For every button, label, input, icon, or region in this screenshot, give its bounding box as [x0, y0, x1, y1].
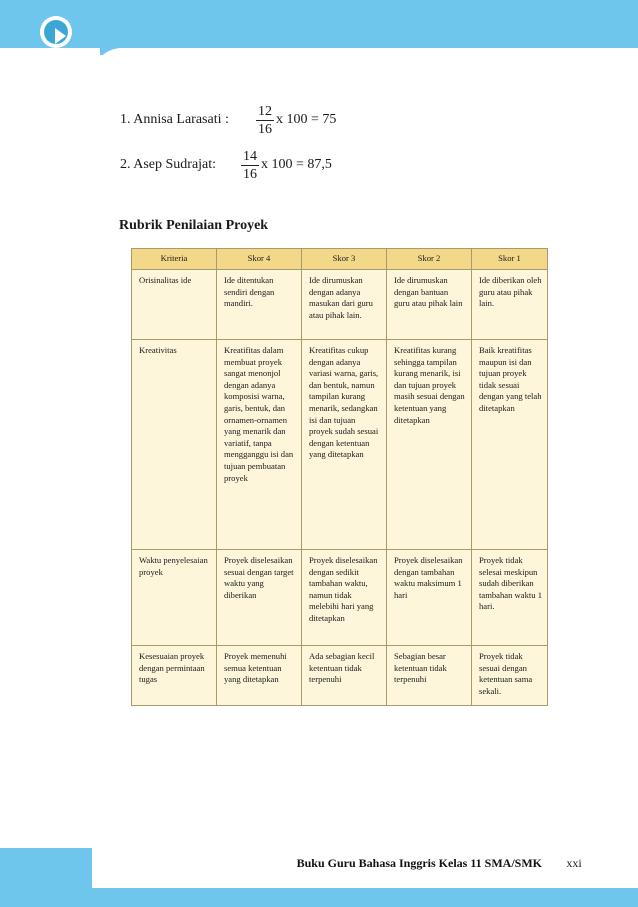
table-cell: Proyek tidak sesuai dengan ketentuan sama sekali.: [472, 646, 548, 706]
table-cell: Proyek diselesaikan dengan tambahan waktu maksimum 1 hari: [387, 550, 472, 646]
formula-1-denominator: 16: [258, 122, 272, 137]
table-cell: Orisinalitas ide: [132, 270, 217, 340]
table-cell: Ide dirumuskan dengan adanya masukan dari guru atau pihak lain.: [302, 270, 387, 340]
section-title: Rubrik Penilaian Proyek: [119, 218, 269, 233]
header-skor-4: Skor 4: [217, 249, 302, 270]
table-cell: Proyek memenuhi semua ketentuan yang ditetapkan: [217, 646, 302, 706]
table-cell: Kreatifitas cukup dengan adanya variasi warna, garis, dan bentuk, namun tampilan kurang menarik, sedangkan isi dan tujuan proyek sudah sesuai dengan ketentuan yang ditetapkan: [302, 340, 387, 550]
formula-2-prefix: 2. Asep Sudrajat:: [120, 157, 217, 172]
table-cell: Proyek diselesaikan dengan sedikit tambahan waktu, namun tidak melebihi hari yang ditetapkan: [302, 550, 387, 646]
formula-1-prefix: 1. Annisa Larasati :: [120, 112, 229, 127]
table-row: [132, 550, 548, 646]
table-cell: Kreativitas: [132, 340, 217, 550]
table-cell: Ide ditentukan sendiri dengan mandiri.: [217, 270, 302, 340]
table-cell: Sebagian besar ketentuan tidak terpenuhi: [387, 646, 472, 706]
table-cell: Kreatifitas dalam membuat proyek sangat menonjol dengan adanya komposisi warna, garis, bentuk, dan ornamen-ornamen yang menarik dan variatif, tanpa mengganggu isi dan tujuan pembuatan proyek: [217, 340, 302, 550]
table-row: [132, 646, 548, 706]
table-row: [132, 270, 548, 340]
formula-2-denominator: 16: [243, 167, 257, 182]
formula-1: [120, 112, 229, 128]
table-cell: Proyek diselesaikan sesuai dengan target waktu yang diberikan: [217, 550, 302, 646]
formula-2-suffix: x 100 = 87,5: [261, 157, 332, 172]
page-number: xxi: [555, 852, 593, 874]
header-kriteria: Kriteria: [132, 249, 217, 270]
footer-book-title: Buku Guru Bahasa Inggris Kelas 11 SMA/SMK: [296, 856, 542, 870]
header-skor-2: Skor 2: [387, 249, 472, 270]
formula-1-numerator: 12: [258, 104, 272, 119]
table-cell: Baik kreatifitas maupun isi dan tujuan proyek tidak sesuai dengan yang telah ditetapkan: [472, 340, 548, 550]
table-cell: Kreatifitas kurang sehingga tampilan kurang menarik, isi dan tujuan proyek masih sesuai dengan ketentuan yang ditetapkan: [387, 340, 472, 550]
table-cell: Ide diberikan oleh guru atau pihak lain.: [472, 270, 548, 340]
table-cell: Kesesuaian proyek dengan permintaan tugas: [132, 646, 217, 706]
formula-2-numerator: 14: [243, 149, 257, 164]
play-icon[interactable]: [40, 16, 72, 48]
table-row: [132, 340, 548, 550]
table-cell: Ada sebagian kecil ketentuan tidak terpenuhi: [302, 646, 387, 706]
header-skor-1: Skor 1: [472, 249, 548, 270]
formula-1-fraction: [256, 103, 274, 138]
table-cell: Ide dirumuskan dengan bantuan guru atau pihak lain: [387, 270, 472, 340]
header-skor-3: Skor 3: [302, 249, 387, 270]
formula-1-suffix: x 100 = 75: [276, 112, 337, 127]
table-header-row: [132, 249, 548, 270]
formula-2: [120, 157, 216, 173]
table-cell: Waktu penyelesaian proyek: [132, 550, 217, 646]
formula-2-fraction: [241, 148, 259, 183]
page-footer: [0, 850, 638, 875]
rubric-table: [131, 248, 548, 706]
table-cell: Proyek tidak selesai meskipun sudah diberikan tambahan waktu 1 hari.: [472, 550, 548, 646]
